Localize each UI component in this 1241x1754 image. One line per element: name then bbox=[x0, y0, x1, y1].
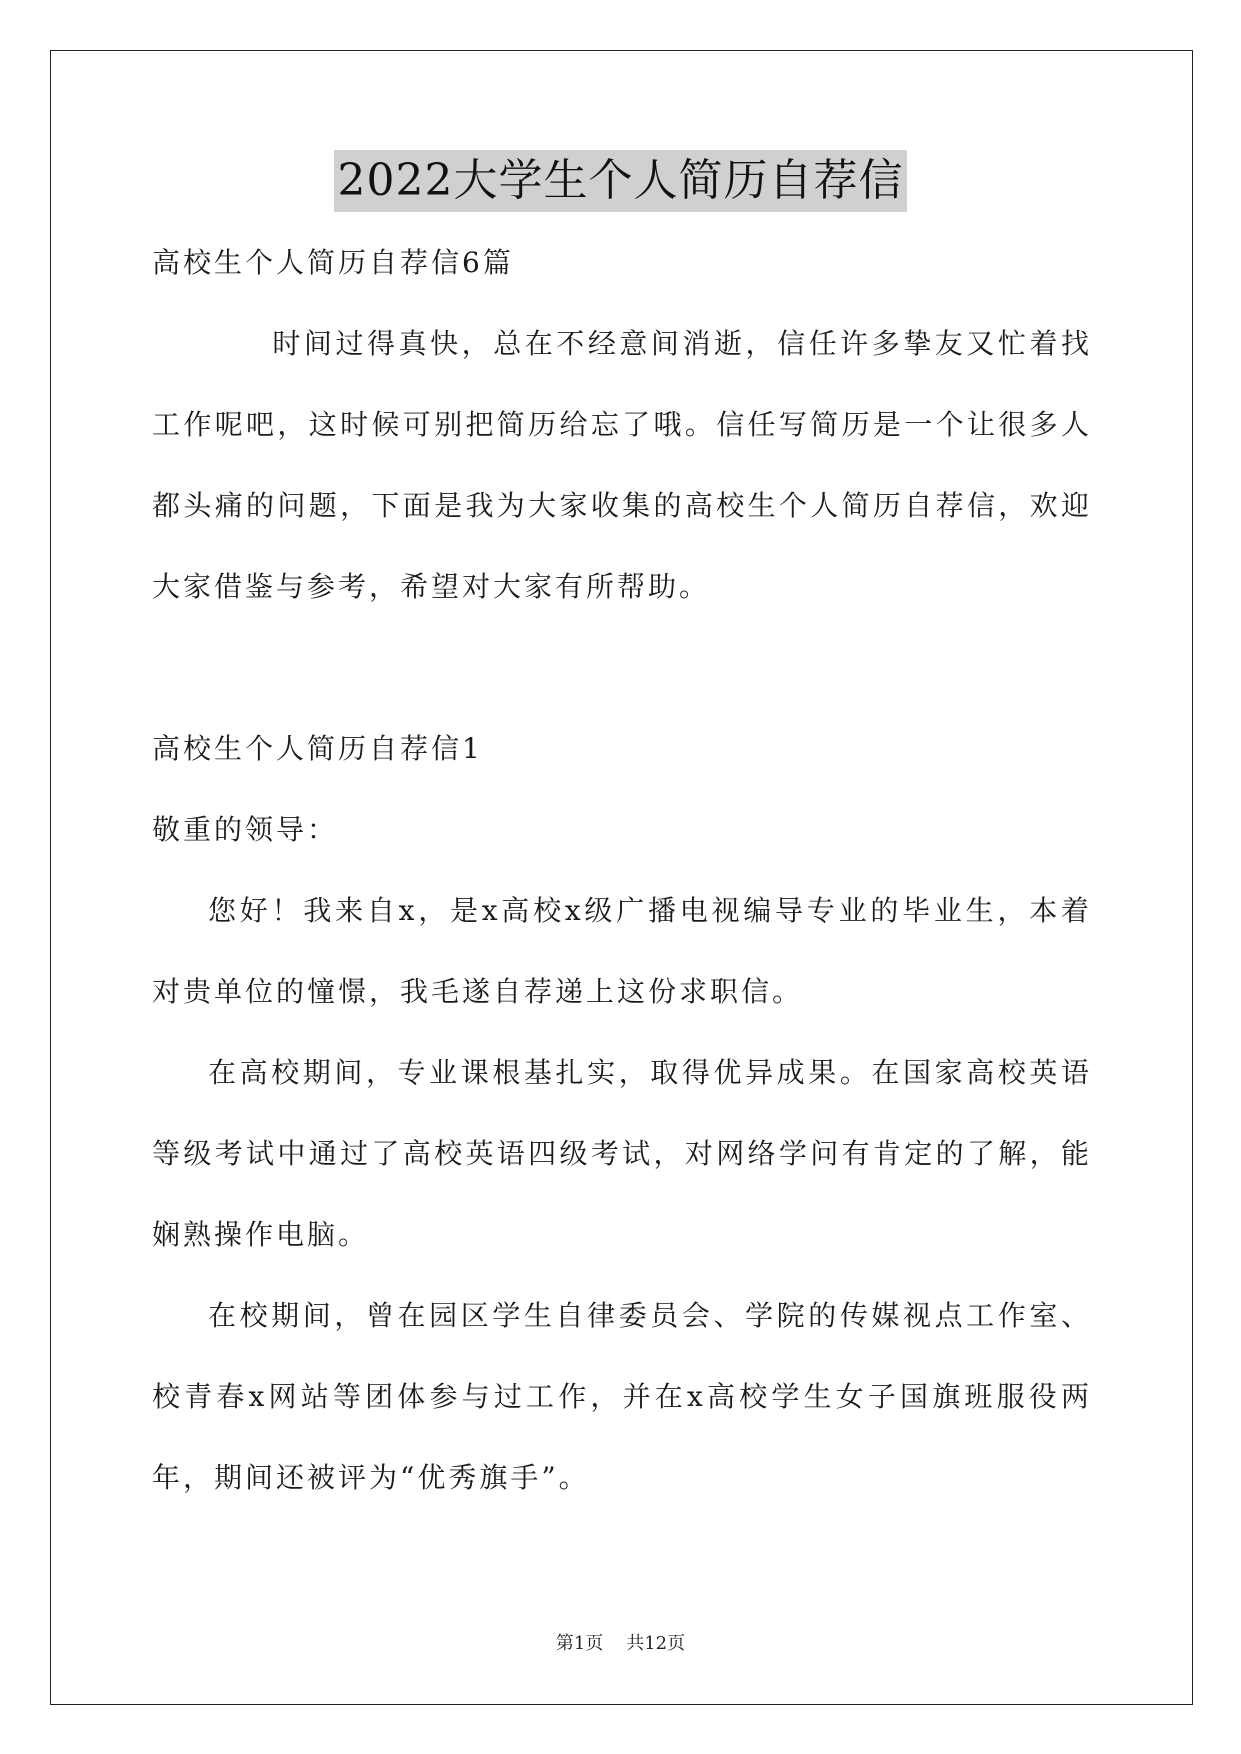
body-paragraph: 在高校期间，专业课根基扎实，取得优异成果。在国家高校英语等级考试中通过了高校英语四级考试，对网络学问有肯定的了解，能娴熟操作电脑。 bbox=[152, 1056, 1092, 1251]
document-body bbox=[152, 222, 1092, 1518]
intro-paragraph: 时间过得真快，总在不经意间消逝，信任许多挚友又忙着找工作呢吧，这时候可别把简历给忘了哦。信任写简历是一个让很多人都头痛的问题，下面是我为大家收集的高校生个人简历自荐信，欢迎大家借鉴与参考，希望对大家有所帮助。 bbox=[152, 327, 1092, 603]
title-container bbox=[0, 150, 1241, 212]
document-subtitle: 高校生个人简历自荐信6篇 bbox=[152, 246, 514, 279]
page-total: 共12页 bbox=[626, 1633, 686, 1654]
page-number: 第1页 bbox=[555, 1633, 604, 1654]
page-footer bbox=[0, 1629, 1241, 1655]
body-paragraph: 您好！我来自x，是x高校x级广播电视编导专业的毕业生，本着对贵单位的憧憬，我毛遂自荐递上这份求职信。 bbox=[152, 894, 1092, 1008]
document-title: 2022大学生个人简历自荐信 bbox=[334, 150, 908, 212]
body-paragraph: 在校期间，曾在园区学生自律委员会、学院的传媒视点工作室、校青春x网站等团体参与过工作，并在x高校学生女子国旗班服役两年，期间还被评为“优秀旗手”。 bbox=[152, 1299, 1092, 1494]
spacer bbox=[152, 627, 1092, 708]
section-heading: 高校生个人简历自荐信1 bbox=[152, 732, 483, 765]
salutation: 敬重的领导： bbox=[152, 813, 339, 846]
